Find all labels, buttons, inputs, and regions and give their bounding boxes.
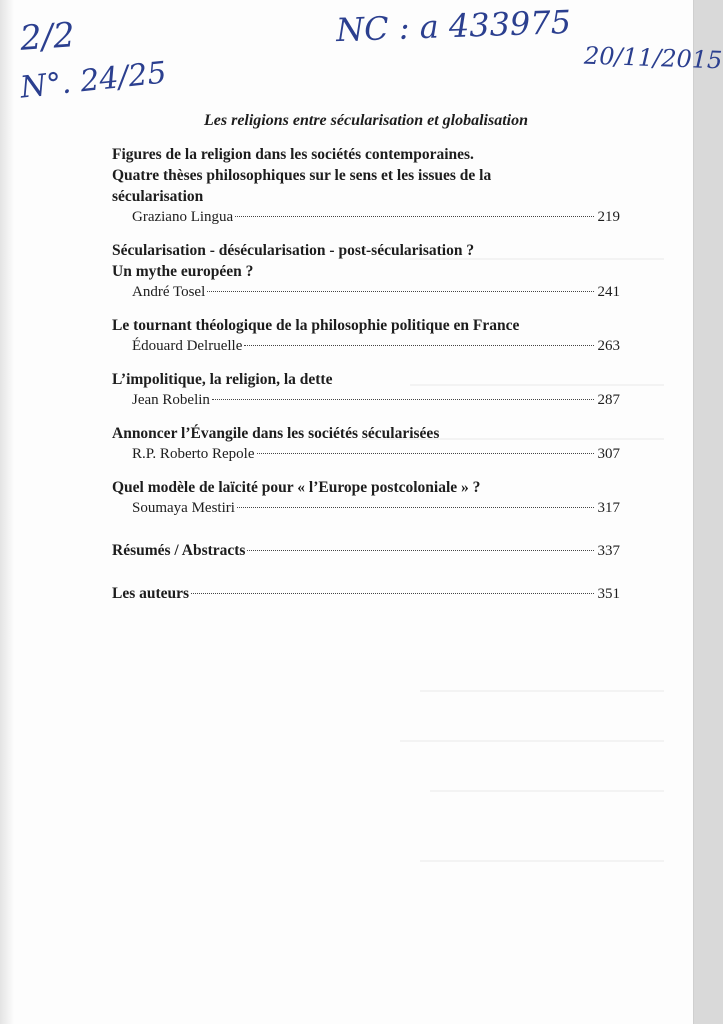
- dot-leader: [237, 507, 594, 508]
- author-line: [112, 336, 620, 356]
- spacer: [112, 574, 620, 584]
- page-number: 219: [597, 209, 620, 225]
- toc-entry[interactable]: [112, 240, 620, 302]
- dot-leader: [244, 345, 594, 346]
- toc-entry-resumes[interactable]: [112, 541, 620, 561]
- author-name: Graziano Lingua: [132, 209, 234, 225]
- page-number: 263: [597, 338, 620, 354]
- page-number: 337: [597, 543, 620, 559]
- table-of-contents: [112, 112, 620, 617]
- page-number: 241: [597, 284, 620, 300]
- dot-leader: [257, 453, 595, 454]
- author-line: [112, 282, 620, 302]
- auteurs-label: Les auteurs: [112, 585, 190, 602]
- handwritten-number: N°. 24/25: [18, 55, 169, 106]
- entry-title-line: Le tournant théologique de la philosophie politique en France: [112, 317, 520, 334]
- dot-leader: [212, 399, 594, 400]
- dot-leader: [191, 593, 594, 594]
- entry-title-line: Quatre thèses philosophiques sur le sens et les issues de la: [112, 167, 492, 184]
- entry-title-line: Figures de la religion dans les sociétés contemporaines.: [112, 146, 474, 163]
- entry-title-line: Un mythe européen ?: [112, 263, 254, 280]
- toc-entry[interactable]: [112, 369, 620, 410]
- page-number: 287: [597, 392, 620, 408]
- show-through-line: [420, 690, 664, 692]
- entry-title-line: Annoncer l’Évangile dans les sociétés sécularisées: [112, 425, 440, 442]
- handwritten-date: 20/11/2015: [583, 41, 723, 75]
- toc-entry[interactable]: [112, 477, 620, 518]
- author-name: R.P. Roberto Repole: [132, 446, 255, 462]
- show-through-line: [400, 740, 664, 742]
- author-line: [112, 207, 620, 227]
- author-name: Édouard Delruelle: [132, 338, 243, 354]
- entry-title-line: sécularisation: [112, 188, 204, 205]
- resumes-label: Résumés / Abstracts: [112, 542, 246, 559]
- toc-entry[interactable]: [112, 315, 620, 356]
- spacer: [112, 531, 620, 541]
- page-number: 317: [597, 500, 620, 516]
- section-title: Les religions entre sécularisation et globalisation: [203, 112, 529, 129]
- show-through-line: [430, 790, 664, 792]
- entry-title-line: Sécularisation - désécularisation - post-sécularisation ?: [112, 242, 475, 259]
- dot-leader: [247, 550, 594, 551]
- entry-title-line: Quel modèle de laïcité pour « l’Europe postcoloniale » ?: [112, 479, 481, 496]
- author-line: [112, 390, 620, 410]
- show-through-line: [420, 860, 664, 862]
- toc-entry[interactable]: [112, 423, 620, 464]
- page-number: 307: [597, 446, 620, 462]
- author-name: Jean Robelin: [132, 392, 210, 408]
- page-number: 351: [597, 586, 620, 602]
- toc-entry-auteurs[interactable]: [112, 584, 620, 604]
- entry-title-line: L’impolitique, la religion, la dette: [112, 371, 333, 388]
- handwritten-nc: NC : a 433975: [335, 2, 572, 50]
- page-edge-shadow: [0, 0, 14, 1024]
- toc-entry[interactable]: [112, 144, 620, 227]
- dot-leader: [235, 216, 594, 217]
- author-name: André Tosel: [132, 284, 206, 300]
- handwritten-fraction: 2/2: [18, 15, 77, 59]
- dot-leader: [207, 291, 594, 292]
- author-line: [112, 498, 620, 518]
- author-name: Soumaya Mestiri: [132, 500, 235, 516]
- author-line: [112, 444, 620, 464]
